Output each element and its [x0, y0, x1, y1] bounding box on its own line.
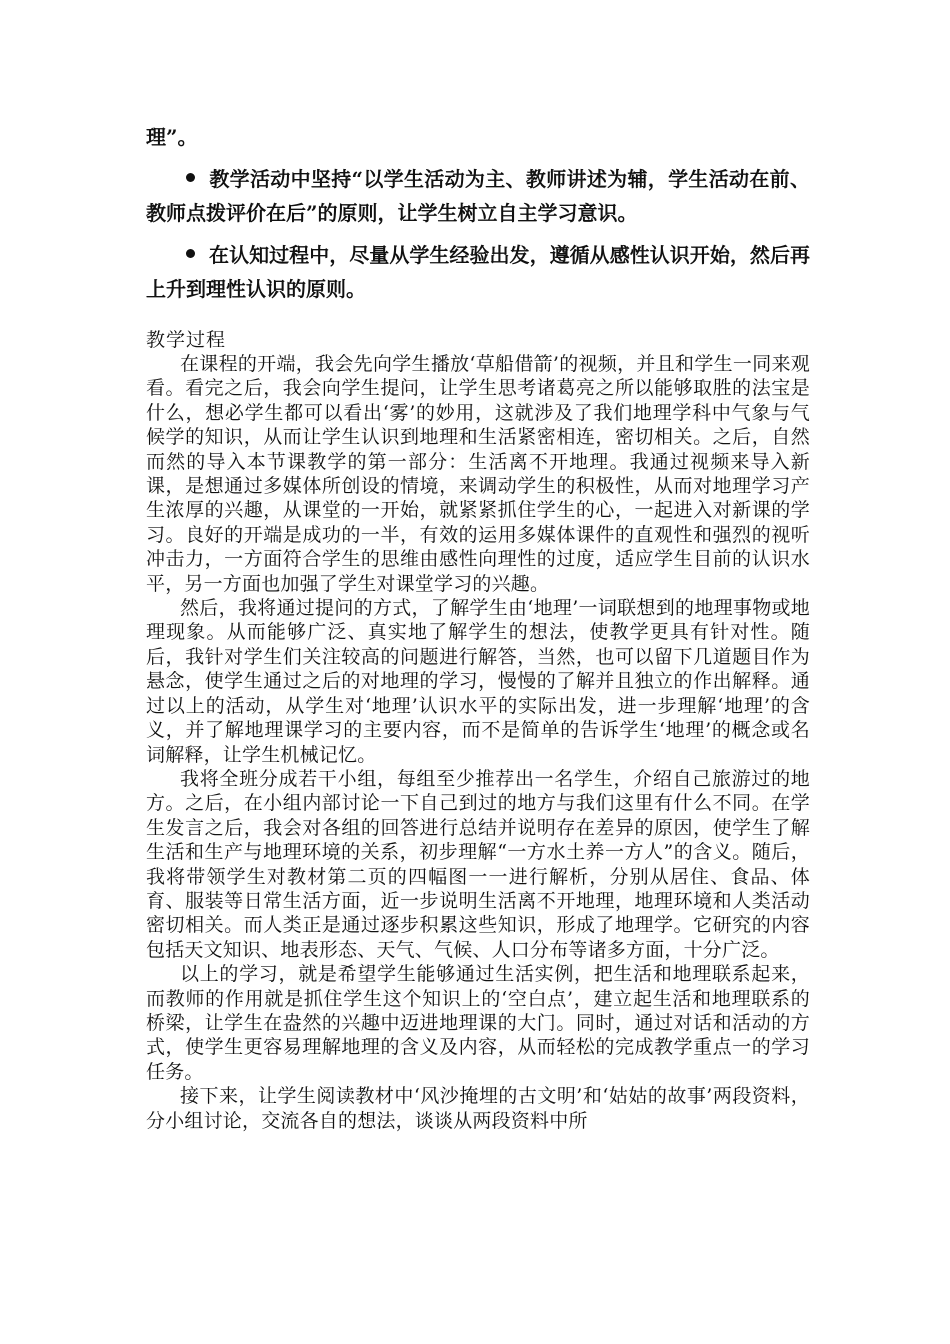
bullet-icon	[186, 173, 195, 182]
section-heading: 教学过程	[146, 329, 227, 351]
bullet-text: 在认知过程中，尽量从学生经验出发，遵循从感性认识开始，然后再上升到理性认识的原则。	[146, 243, 810, 301]
continued-text-fragment: 理”。	[146, 125, 198, 149]
paragraph-1: 在课程的开端，我会先向学生播放‘草船借箭’的视频，并且和学生一同来观看。看完之后，我会向学生提问，让学生思考诸葛亮之所以能够取胜的法宝是什么，想必学生都可以看出‘雾’的妙用，这就涉及了我们地理学科中气象与气候学的知识，从而让学生认识到地理和生活紧密相连，密切相关。之后，自然而然的导入本节课教学的第一部分：生活离不开地理。我通过视频来导入新课，是想通过多媒体所创设的情境，来调动学生的积极性，从而对地理学习产生浓厚的兴趣，从课堂的一开始，就紧紧抓住学生的心，一起进入对新课的学习。良好的开端是成功的一半，有效的运用多媒体课件的直观性和强烈的视听冲击力，一方面符合学生的思维由感性向理性的过度，适应学生目前的认识水平，另一方面也加强了学生对课堂学习的兴趣。	[146, 353, 810, 595]
paragraph-5: 接下来，让学生阅读教材中‘风沙掩埋的古文明’和‘姑姑的故事’两段资料，分小组讨论，交流各自的想法，谈谈从两段资料中所	[146, 1085, 810, 1132]
paragraph-4: 以上的学习，就是希望学生能够通过生活实例，把生活和地理联系起来，而教师的作用就是抓住学生这个知识上的‘空白点’，建立起生活和地理联系的桥梁，让学生在盎然的兴趣中迈进地理课的大门。同时，通过对话和活动的方式，使学生更容易理解地理的含义及内容，从而轻松的完成教学重点一的学习任务。	[146, 963, 810, 1083]
bullet-item-2	[146, 238, 810, 306]
document-page	[146, 120, 810, 1133]
paragraph-3: 我将全班分成若干小组，每组至少推荐出一名学生，介绍自己旅游过的地方。之后，在小组内部讨论一下自己到过的地方与我们这里有什么不同。在学生发言之后，我会对各组的回答进行总结并说明存在差异的原因，使学生了解生活和生产与地理环境的关系，初步理解“一方水土养一方人”的含义。随后，我将带领学生对教材第二页的四幅图一一进行解析，分别从居住、食品、体育、服装等日常生活方面，近一步说明生活离不开地理，地理环境和人类活动密切相关。而人类正是通过逐步积累这些知识，形成了地理学。它研究的内容包括天文知识、地表形态、天气、气候、人口分布等诸多方面，十分广泛。	[146, 767, 810, 961]
bullet-text: 教学活动中坚持“以学生活动为主、教师讲述为辅，学生活动在前、教师点拨评价在后”的原则，让学生树立自主学习意识。	[146, 167, 810, 225]
bullet-item-1	[146, 162, 810, 230]
bullet-icon	[186, 249, 195, 258]
paragraph-2: 然后，我将通过提问的方式，了解学生由‘地理’一词联想到的地理事物或地理现象。从而能够广泛、真实地了解学生的想法，使教学更具有针对性。随后，我针对学生们关注较高的问题进行解答，当然，也可以留下几道题目作为悬念，使学生通过之后的对地理的学习，慢慢的了解并且独立的作出解释。通过以上的活动，从学生对‘地理’认识水平的实际出发，进一步理解‘地理’的含义，并了解地理课学习的主要内容，而不是简单的告诉学生‘地理’的概念或名词解释，让学生机械记忆。	[146, 597, 810, 766]
